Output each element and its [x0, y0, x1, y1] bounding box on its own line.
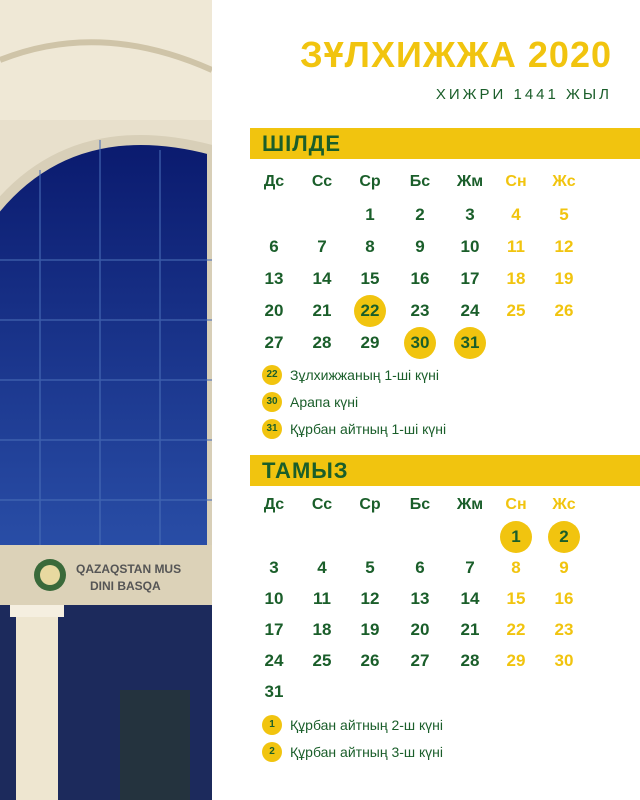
calendar-day: 17	[460, 269, 480, 288]
calendar-day: 25	[506, 301, 526, 320]
legend-text: Құрбан айтның 1-ші күні	[290, 421, 447, 437]
calendar-day: 8	[511, 558, 521, 577]
weekday-label: Жс	[552, 496, 576, 513]
legend-item	[262, 418, 446, 440]
calendar-day: 4	[511, 205, 521, 224]
calendar-day: 24	[460, 301, 480, 320]
calendar-day: 11	[313, 589, 331, 608]
legend-badge: 22	[262, 365, 282, 385]
weekday-label: Сс	[311, 496, 333, 513]
legend-badge: 2	[262, 742, 282, 762]
calendar-day: 15	[506, 589, 526, 608]
calendar-day: 23	[410, 301, 430, 320]
calendar-day: 7	[465, 558, 475, 577]
calendar-day: 22	[354, 295, 386, 327]
legend-text: Арапа күні	[290, 394, 359, 410]
calendar-day: 17	[264, 620, 284, 639]
legend-item	[262, 741, 443, 763]
building-photo	[0, 0, 212, 800]
calendar-day: 18	[506, 269, 526, 288]
calendar-day: 12	[554, 237, 574, 256]
calendar-day: 9	[415, 237, 425, 256]
weekday-label: Ср	[359, 496, 381, 513]
weekday-label: Ср	[359, 173, 381, 190]
legend-badge: 1	[262, 715, 282, 735]
legend-item	[262, 391, 358, 413]
calendar-day: 31	[264, 682, 284, 701]
weekday-label: Сс	[311, 173, 333, 190]
legend-text: Құрбан айтның 3-ш күні	[290, 744, 444, 760]
calendar-day: 27	[264, 333, 284, 352]
month-header	[250, 128, 640, 159]
weekday-label: Дс	[263, 496, 285, 513]
month-header	[250, 455, 640, 486]
legend-item	[262, 714, 443, 736]
calendar-day: 28	[312, 333, 332, 352]
calendar-day: 20	[410, 620, 430, 639]
calendar-day: 14	[460, 589, 480, 608]
calendar-day: 21	[312, 301, 332, 320]
calendar-day: 27	[410, 651, 430, 670]
calendar-day: 18	[312, 620, 332, 639]
weekday-label: Бс	[409, 173, 431, 190]
weekday-label: Сн	[505, 496, 527, 513]
calendar-day: 6	[415, 558, 425, 577]
month-name: ТАМЫЗ	[262, 458, 349, 483]
calendar-day: 8	[365, 237, 375, 256]
weekday-label: Сн	[505, 173, 527, 190]
calendar-day: 3	[269, 558, 279, 577]
page-title: ЗҰЛХИЖЖА 2020	[300, 34, 612, 75]
calendar-day: 21	[460, 620, 480, 639]
calendar-day: 13	[264, 269, 284, 288]
calendar-day: 11	[507, 237, 525, 256]
calendar-day: 30	[554, 651, 574, 670]
calendar-day: 19	[554, 269, 574, 288]
month-name: ШІЛДЕ	[262, 131, 342, 156]
weekday-label: Дс	[263, 173, 285, 190]
calendar-day: 28	[460, 651, 480, 670]
weekday-label: Жм	[456, 173, 484, 190]
calendar-day: 16	[554, 589, 574, 608]
calendar-day: 4	[317, 558, 327, 577]
legend-item	[262, 364, 439, 386]
calendar-day: 26	[360, 651, 380, 670]
calendar-day: 14	[312, 269, 332, 288]
calendar-day: 9	[559, 558, 569, 577]
calendar-day: 15	[360, 269, 380, 288]
calendar-day: 20	[264, 301, 284, 320]
calendar-day: 1	[365, 205, 375, 224]
weekday-label: Бс	[409, 496, 431, 513]
calendar-day: 23	[554, 620, 574, 639]
legend-badge: 31	[262, 419, 282, 439]
legend-text: Құрбан айтның 2-ш күні	[290, 717, 444, 733]
calendar-day: 22	[506, 620, 526, 639]
calendar-day: 6	[269, 237, 279, 256]
calendar-day: 3	[465, 205, 475, 224]
calendar-day: 10	[264, 589, 284, 608]
calendar-day: 24	[264, 651, 284, 670]
calendar-day: 26	[554, 301, 574, 320]
calendar-day: 30	[404, 327, 436, 359]
legend-text: Зұлхижжаның 1-ші күні	[290, 367, 440, 383]
calendar-day: 2	[415, 205, 425, 224]
calendar-day: 31	[454, 327, 486, 359]
calendar-day: 5	[365, 558, 375, 577]
calendar-day: 12	[360, 589, 380, 608]
calendar-day: 19	[360, 620, 380, 639]
sign-line-2: DINI BASQA	[90, 579, 161, 593]
calendar-day: 5	[559, 205, 569, 224]
calendar-day: 10	[460, 237, 480, 256]
page-subtitle: ХИЖРИ 1441 ЖЫЛ	[435, 86, 612, 103]
calendar-day: 1	[500, 521, 532, 553]
calendar-day: 25	[312, 651, 332, 670]
calendar-day: 29	[360, 333, 380, 352]
calendar-day: 2	[548, 521, 580, 553]
calendar-day: 16	[410, 269, 430, 288]
weekday-label: Жс	[552, 173, 576, 190]
weekday-label: Жм	[456, 496, 484, 513]
legend-badge: 30	[262, 392, 282, 412]
calendar-day: 29	[506, 651, 526, 670]
calendar-day: 13	[410, 589, 430, 608]
sign-line-1: QAZAQSTAN MUS	[76, 562, 182, 576]
calendar-day: 7	[317, 237, 327, 256]
